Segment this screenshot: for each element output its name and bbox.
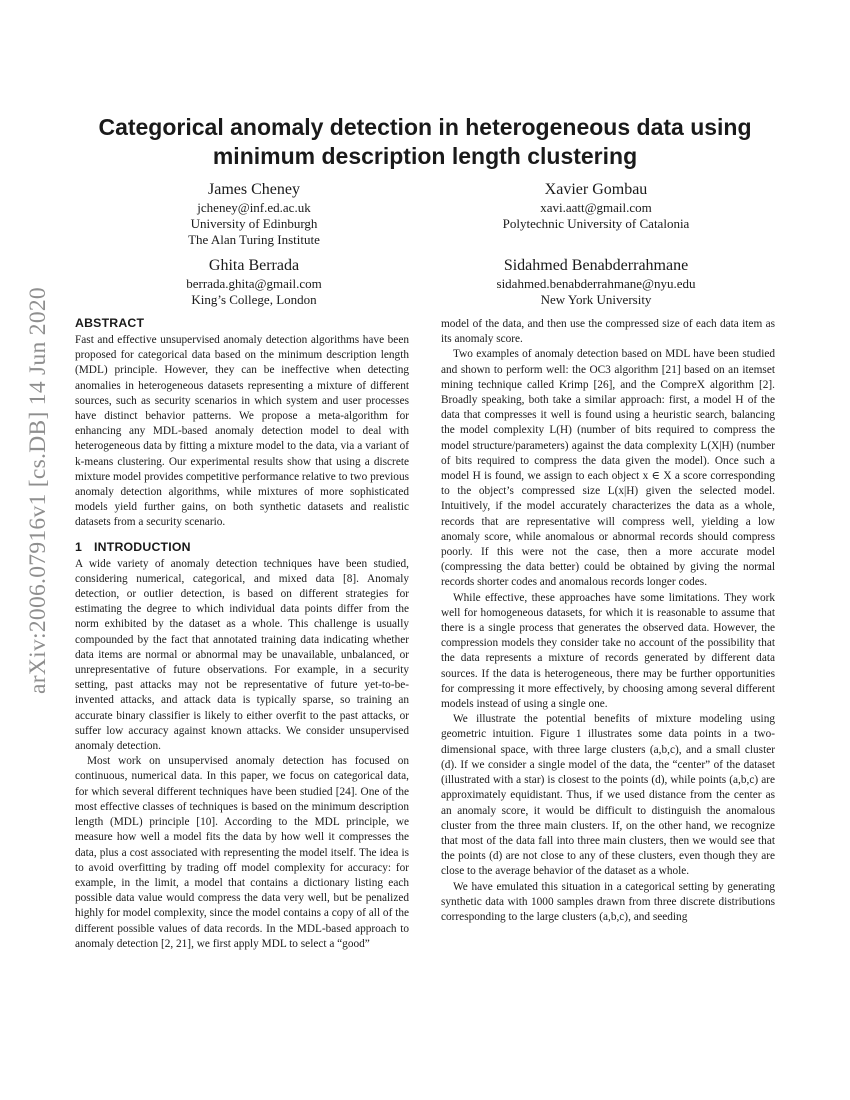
intro-paragraph-1: A wide variety of anomaly detection techniques have been studied, considering numerical, categorical, and mixed data [8]. Anomaly detection, or outlier detection, is based on different strategies for estimating the degree to which individual data points differ from the norm exhibited by the dataset as a whole. This challenge is usually compounded by the fact that annotated training data indicating whether data items are normal or abnormal may be unavailable, unbalanced, or unrepresentative of future observations. For example, in a security setting, past attacks may not be representative of future yet-to-be-invented attacks, and attack data is typically sparse, so training an accurate binary classifier is likely to either overfit to the past attacks, or suffer low accuracy against known attacks. We consider unsupervised anomaly detection. <box>75 557 409 753</box>
arxiv-identifier <box>22 286 54 694</box>
author-name: Xavier Gombau <box>544 181 648 198</box>
paper-title <box>70 113 780 171</box>
title-line-1: Categorical anomaly detection in heterogeneous data using <box>98 114 752 140</box>
author-email[interactable]: berrada.ghita@gmail.com <box>186 276 322 291</box>
author-email[interactable]: xavi.aatt@gmail.com <box>540 200 652 215</box>
author-email[interactable]: jcheney@inf.ed.ac.uk <box>197 200 311 215</box>
author-block-cheney <box>104 180 404 248</box>
arxiv-identifier-text: arXiv:2006.07916v1 [cs.DB] 14 Jun 2020 <box>24 286 51 694</box>
author-affiliation: The Alan Turing Institute <box>188 232 320 247</box>
intro-paragraph-3: Two examples of anomaly detection based on MDL have been studied and shown to perform well: the OC3 algorithm [21] based on an itemset mining technique called Krimp [26], and the CompreX algorithm [2]. Broadly speaking, both take a similar approach: first, a model H of the data that compresses it well is found using a heuristic search, balancing the model complexity L(H) (number of bits required to compress the model structure/parameters) against the data complexity L(X|H) (number of bits required to compress the data given the model). Once such a model H is found, we assign to each object x ∈ X a score corresponding to the object’s compressed size L(x|H) given the selected model. Intuitively, if the model accurately characterizes the data as a whole, records that are representative will compress well, yielding a low anomaly score, while anomalous or abnormal records should compress poorly. If this were not the case, then a more accurate model (compressing the data better) could be obtained by giving the normal records shorter codes and anomalous records longer codes. <box>441 348 775 589</box>
title-line-2: minimum description length clustering <box>212 143 638 169</box>
intro-paragraph-6: We have emulated this situation in a categorical setting by generating synthetic data with 1000 samples drawn from three discrete distributions corresponding to the large clusters (a,b,c), and seeding <box>441 880 775 923</box>
author-affiliation: King’s College, London <box>191 292 317 307</box>
author-email[interactable]: sidahmed.benabderrahmane@nyu.edu <box>496 276 696 291</box>
section-number: 1 <box>75 539 83 554</box>
intro-paragraph-2-continued: model of the data, and then use the compressed size of each data item as its anomaly score. <box>441 318 775 346</box>
author-affiliation: Polytechnic University of Catalonia <box>502 216 690 231</box>
author-block-benabderrahmane <box>446 256 746 308</box>
abstract-text: Fast and effective unsupervised anomaly detection algorithms have been proposed for categorical data based on the minimum description length (MDL) principle. However, they can be ineffective when detecting anomalies in heterogeneous datasets representing a mixture of different sources, such as security scenarios in which system and user processes have distinct behavior patterns. We propose a meta-algorithm for enhancing any MDL-based anomaly detection model to deal with heterogeneous data by fitting a mixture model to the data, via a variant of k-means clustering. Our experimental results show that using a discrete mixture model provides competitive performance relative to two previous anomaly detection algorithms, while mixtures of more sophisticated models yield further gains, on both synthetic datasets and realistic datasets from a security scenario. <box>75 334 409 529</box>
section-title: INTRODUCTION <box>94 539 191 554</box>
author-name: Ghita Berrada <box>208 257 300 274</box>
introduction-heading <box>75 539 409 555</box>
intro-paragraph-2: Most work on unsupervised anomaly detection has focused on continuous, numerical data. In this paper, we focus on categorical data, for which several different techniques have been studied [24]. One of the most effective classes of techniques is based on the minimum description length (MDL) principle [10]. According to the MDL principle, we measure how well a model fits the data by how well it compresses the data, plus a cost associated with representing the model itself. The idea is to avoid overfitting by trading off model complexity for accuracy: for example, in the limit, a model that contains a dictionary listing each possible data value would compress the data very well, but be penalized highly for model complexity, since the model contains a copy of all of the different possible values of data records. In the MDL-based approach to anomaly detection [2, 21], we first apply MDL to select a “good” <box>75 755 409 950</box>
left-column <box>75 315 409 952</box>
author-affiliation: New York University <box>540 292 652 307</box>
intro-paragraph-4: While effective, these approaches have some limitations. They work well for homogeneous datasets, for which it is reasonable to assume that there is a single process that generates the observed data. However, the compression models they consider take no account of the possibility that the data represents a mixture of records generated by different data sources. If the data is heterogeneous, there may be further opportunities for compressing it more effectively, by choosing among several different models instead of using a single one. <box>441 591 775 711</box>
author-block-berrada <box>104 256 404 308</box>
abstract-heading: ABSTRACT <box>75 316 145 330</box>
intro-paragraph-5: We illustrate the potential benefits of mixture modeling using geometric intuition. Figure 1 illustrates some data points in a two-dimensional space, with three large clusters (a,b,c), and a small cluster (d). If we consider a single model of the data, the “center” of the dataset (illustrated with a star) is closest to the points (d), while points (a,b,c) are approximately equidistant. Thus, if we used distance from the center as an anomaly score, it would be difficult to distinguish the anomalous cluster from the three main clusters. If, on the other hand, we recognize that most of the data fall into three main clusters, then we would see that the points (d) are not close to any of these clusters, even though they are close to the average behavior of the dataset as a whole. <box>441 713 775 878</box>
right-column <box>441 317 775 925</box>
author-name: James Cheney <box>208 181 300 198</box>
author-affiliation: University of Edinburgh <box>190 216 318 231</box>
author-block-gombau <box>446 180 746 232</box>
author-name: Sidahmed Benabderrahmane <box>503 257 689 274</box>
